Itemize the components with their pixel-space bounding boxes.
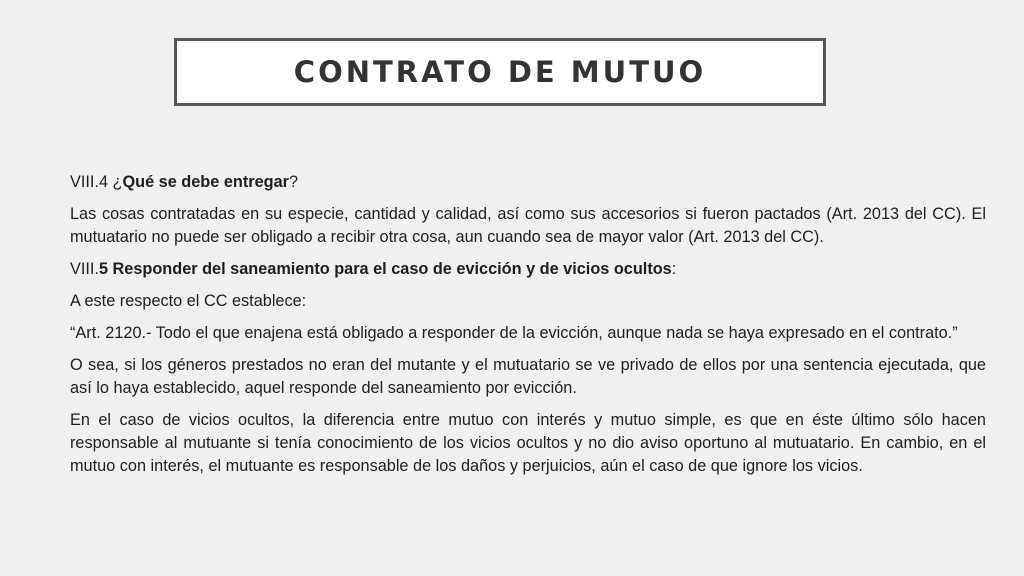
paragraph-vicios-ocultos: En el caso de vicios ocultos, la diferencia entre mutuo con interés y mutuo simple, es que en éste último sólo hacen responsable al mutuante si tenía conocimiento de los vicios ocultos y no dio aviso oportuno al mutuatario. En cambio, en el mutuo con interés, el mutuante es responsable de los daños y perjuicios, aún el caso de que ignore los vicios. [70,411,986,475]
section-5-suffix: : [671,260,677,278]
paragraph-entrega: Las cosas contratadas en su especie, cantidad y calidad, así como sus accesorios si fueron pactados (Art. 2013 del CC). El mutuatario no puede ser obligado a recibir otra cosa, aun cuando sea de mayor valor (Art. 2013 del CC). [70,205,986,246]
slide-title: CONTRATO DE MUTUO [293,55,707,89]
title-box [174,38,826,106]
section-4-prefix: VIII.4 ¿ [70,173,123,191]
slide-body [70,171,986,486]
section-5-heading: 5 Responder del saneamiento para el caso de evicción y de vicios ocultos [98,260,672,278]
paragraph-intro-cc: A este respecto el CC establece: [70,292,307,310]
paragraph-o-sea: O sea, si los géneros prestados no eran del mutante y el mutuatario se ve privado de ellos por una sentencia ejecutada, que así lo haya establecido, aquel responde del saneamiento por evicción. [70,356,986,397]
section-heading-viii-5 [70,258,986,281]
section-5-prefix: VIII. [70,260,99,278]
section-heading-viii-4 [70,171,986,194]
section-4-heading: Qué se debe entregar [122,173,289,191]
section-4-suffix: ? [288,173,299,191]
paragraph-art-2120: “Art. 2120.- Todo el que enajena está obligado a responder de la evicción, aunque nada se haya expresado en el contrato.” [70,324,958,342]
